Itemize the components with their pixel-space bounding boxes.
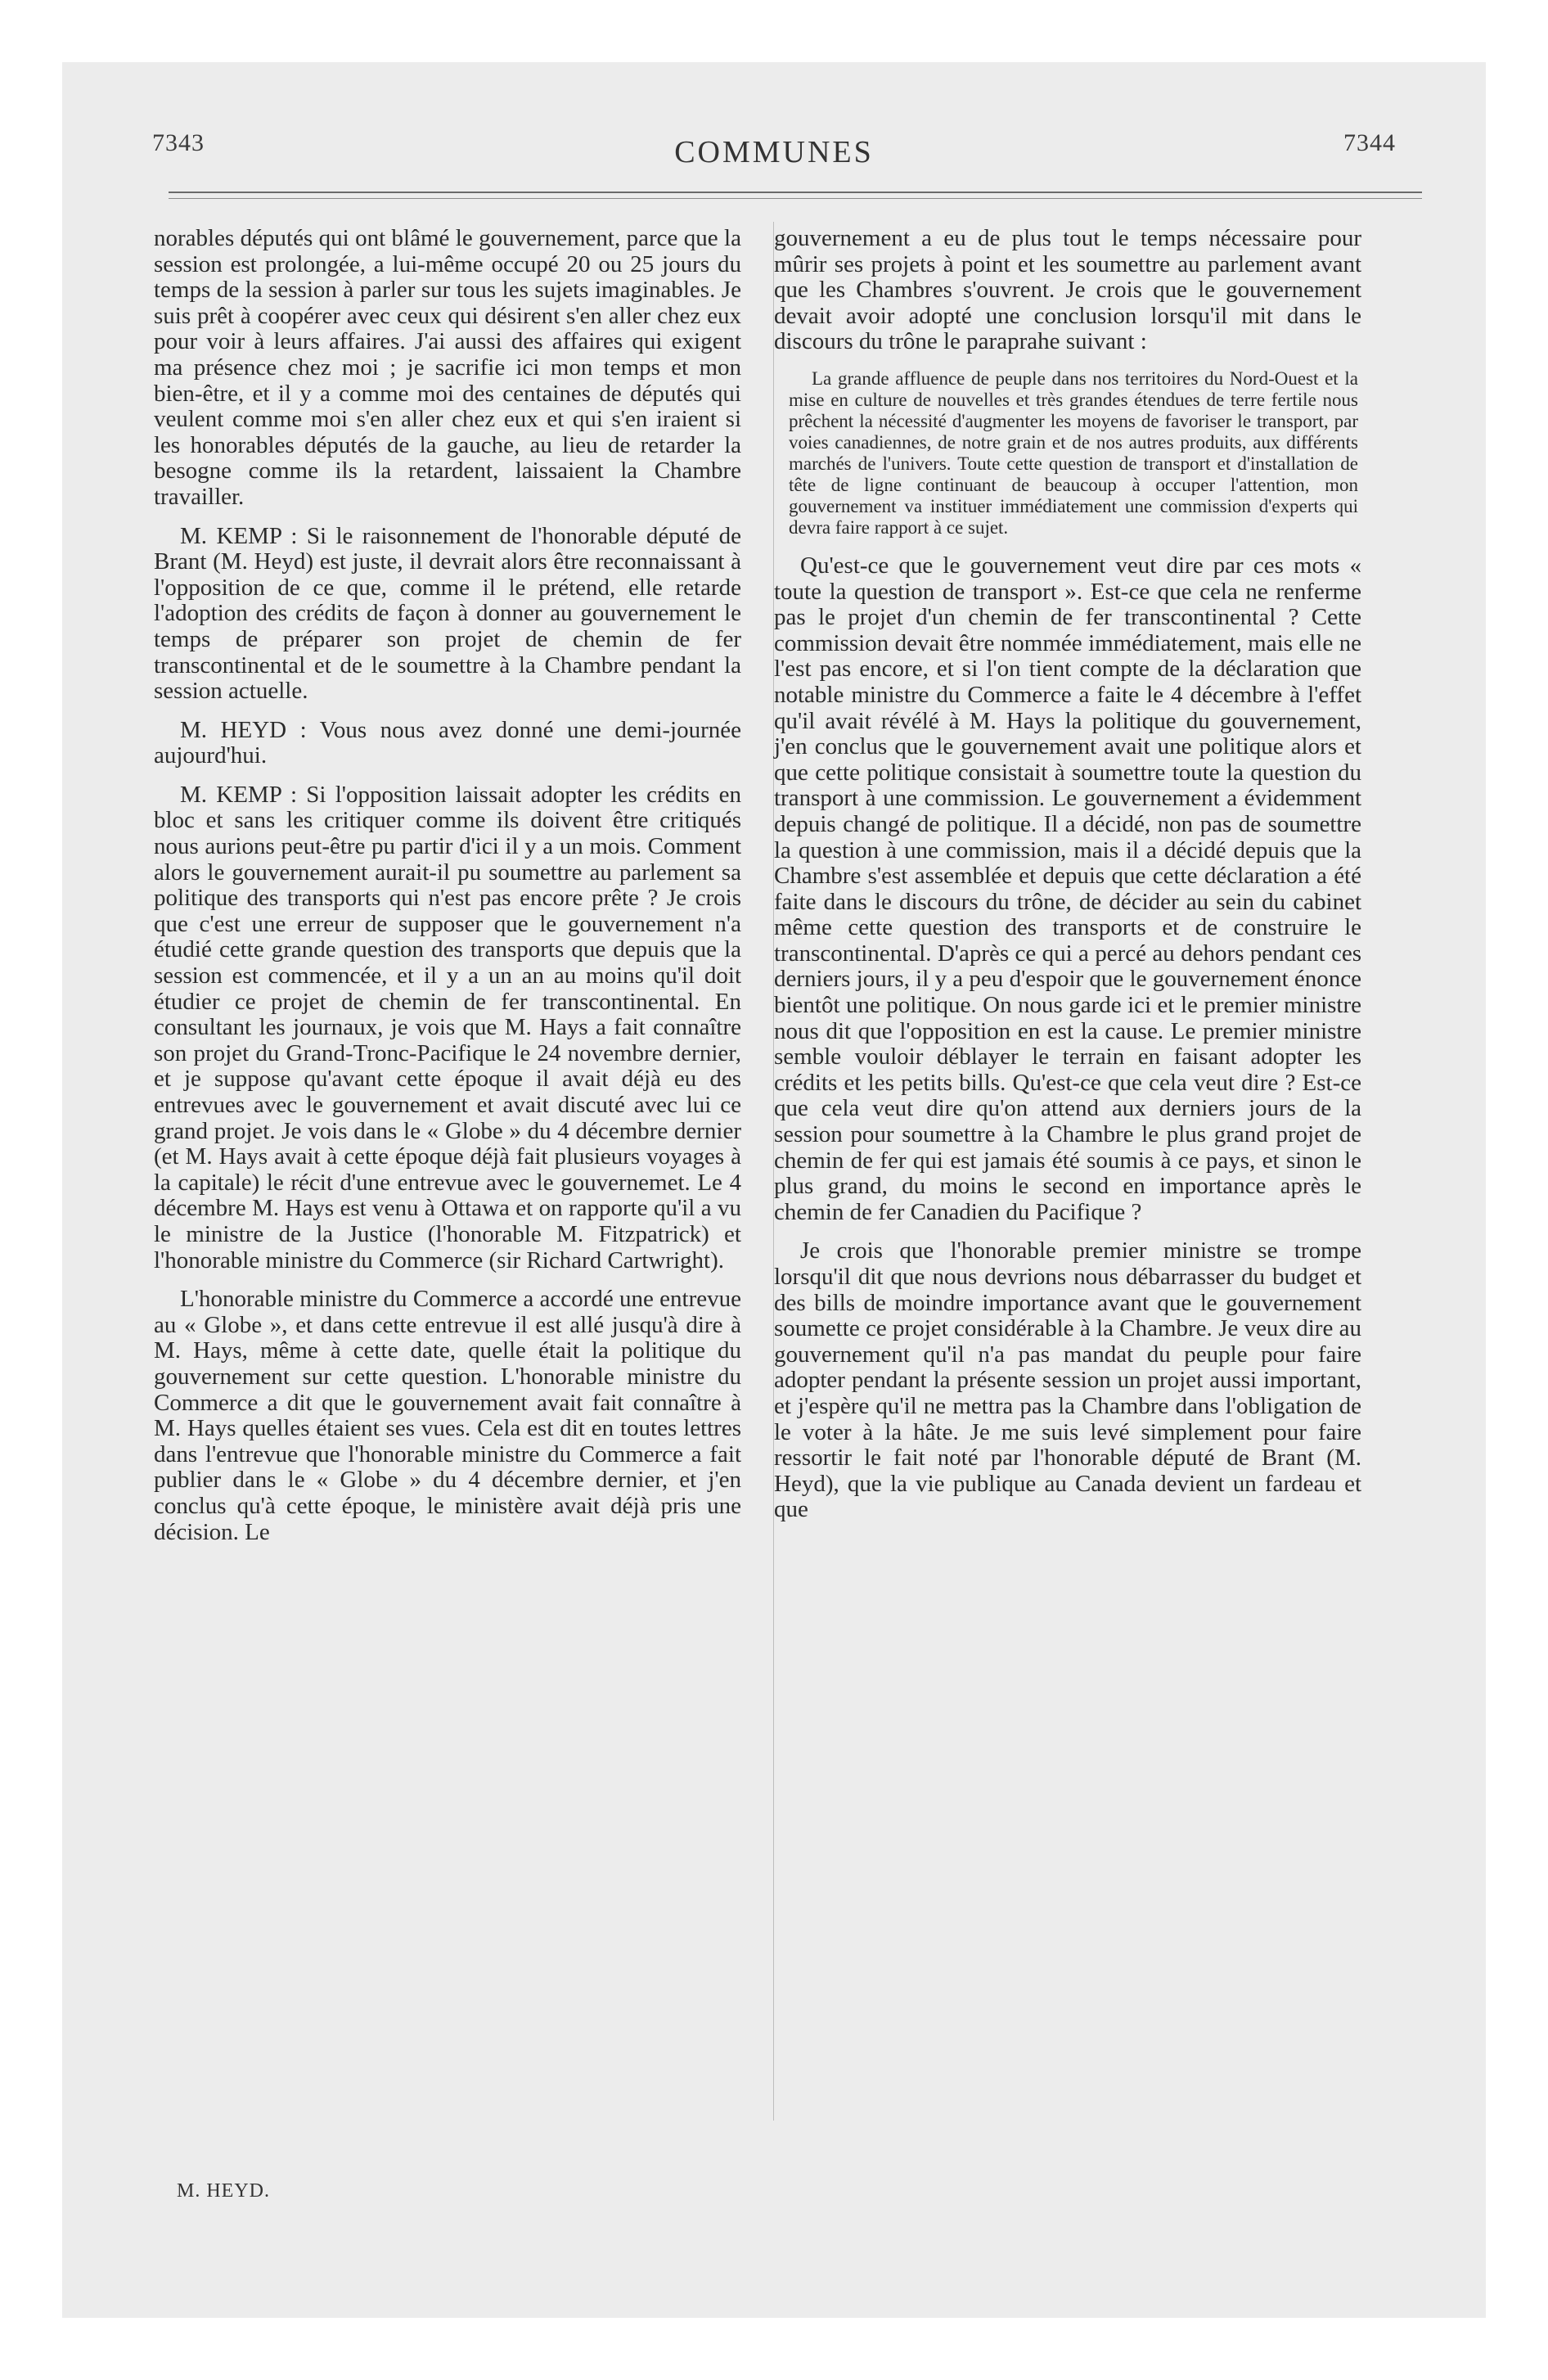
left-column (154, 226, 741, 1558)
scanned-page (62, 62, 1486, 2318)
page-number-left: 7343 (152, 129, 205, 156)
paragraph: gouvernement a eu de plus tout le temps nécessaire pour mûrir ses projets à point et les soumettre au parlement avant que les Chambres s'ouvrent. Je crois que le gouvernement devait avoir adopté une conclusion lorsqu'il mit dans le discours du trône le paraprahe suivant : (774, 225, 1361, 355)
block-quote: La grande affluence de peuple dans nos territoires du Nord-Ouest et la mise en culture de nouvelles et très grandes étendues de terre fertile nous prêchent la nécessité d'augmenter les moyens de favoriser le transport, par voies canadiennes, de notre grain et de nos autres produits, aux différents marchés de l'univers. Toute cette question de transport et d'installation de tête de ligne continuant de beaucoup à occuper l'attention, mon gouvernement va instituer immédiatement une commission d'experts qui devra faire rapport à ce sujet. (789, 367, 1358, 538)
header-rule-thin (169, 198, 1422, 199)
paragraph: M. HEYD : Vous nous avez donné une demi-journée aujourd'hui. (154, 716, 741, 769)
paragraph: norables députés qui ont blâmé le gouvernement, parce que la session est prolongée, a lui-même occupé 20 ou 25 jours du temps de la session à parler sur tous les sujets imaginables. Je suis prêt à coopérer avec ceux qui désirent s'en aller chez eux pour voir à leurs affaires. J'ai aussi des affaires qui exigent ma présence chez moi ; je sacrifie ici mon temps et mon bien-être, et il y a comme moi des centaines de députés qui veulent comme moi s'en aller chez eux et qui s'en iraient si les honorables députés de la gauche, au lieu de retarder la besogne comme ils la retardent, laissaient la Chambre travailler. (154, 225, 741, 510)
paragraph: L'honorable ministre du Commerce a accordé une entrevue au « Globe », et dans cette entrevue il est allé jusqu'à dire à M. Hays, même à cette date, quelle était la politique du gouvernement sur cette question. L'honorable ministre du Commerce a dit que le gouvernement avait fait connaître à M. Hays quelles étaient ses vues. Cela est dit en toutes lettres dans l'entrevue que l'honorable ministre du Commerce a fait publier dans le « Globe » du 4 décembre dernier, et j'en conclus qu'à cette époque, le ministère avait déjà pris une décision. Le (154, 1286, 741, 1545)
paragraph: Je crois que l'honorable premier ministre se trompe lorsqu'il dit que nous devrions nous débarrasser du budget et des bills de moindre importance avant que le gouvernement soumette ce projet considérable à la Chambre. Je veux dire au gouvernement qu'il n'a pas mandat du peuple pour faire adopter pendant la présente session un projet aussi important, et j'espère qu'il ne mettra pas la Chambre dans l'obligation de le voter à la hâte. Je me suis levé simplement pour faire ressortir le fait noté par l'honorable député de Brant (M. Heyd), que la vie publique au Canada devient un fardeau et que (774, 1237, 1361, 1523)
right-column (774, 226, 1361, 1536)
paragraph: M. KEMP : Si le raisonnement de l'honorable député de Brant (M. Heyd) est juste, il devrait alors être reconnaissant à l'opposition de ce que, comme il le prétend, elle retarde l'adoption des crédits de façon à donner au gouvernement le temps de préparer son projet de chemin de fer transcontinental et de le soumettre à la Chambre pendant la session actuelle. (154, 522, 741, 705)
paragraph: Qu'est-ce que le gouvernement veut dire par ces mots « toute la question de transport ». Est-ce que cela ne renferme pas le projet d'un chemin de fer transcontinental ? Cette commission devait être nommée immédiatement, mais elle ne l'est pas encore, et si l'on tient compte de la déclaration que notable ministre du Commerce a faite le 4 décembre à l'effet qu'il avait révélé à M. Hays la politique du gouvernement, j'en conclus que le gouvernement avait une politique alors et que cette politique consistait à soumettre toute la question du transport à une commission. Le gouvernement a évidemment depuis changé de politique. Il a décidé, non pas de soumettre la question à une commission, mais il a décidé depuis que la Chambre s'est assemblée et depuis que cette déclaration a été faite dans le discours du trône, de décider au sein du cabinet même cette question des transports et de construire le transcontinental. D'après ce qui a percé au dehors pendant ces derniers jours, il y a peu d'espoir que le gouvernement énonce bientôt une politique. On nous garde ici et le premier ministre nous dit que l'opposition en est la cause. Le premier ministre semble vouloir déblayer le terrain en faisant adopter les crédits et les petits bills. Qu'est-ce que cela veut dire ? Est-ce que cela veut dire qu'on attend aux derniers jours de la session pour soumettre à la Chambre le plus grand projet de chemin de fer qui est jamais été soumis à ce pays, et sinon le plus grand, du moins le second en importance après le chemin de fer Canadien du Pacifique ? (774, 552, 1361, 1225)
running-head: COMMUNES (674, 135, 874, 169)
header-rule (169, 192, 1422, 193)
paragraph: M. KEMP : Si l'opposition laissait adopter les crédits en bloc et sans les critiquer comme ils doivent être critiqués nous aurions peut-être pu partir d'ici il y a un mois. Comment alors le gouvernement aurait-il pu soumettre au parlement sa politique des transports qui n'est pas encore prête ? Je crois que c'est une erreur de supposer que le gouvernement n'a étudié cette grande question des transports que depuis que la session est commencée, et il y a un an au moins qu'il doit étudier ce projet de chemin de fer transcontinental. En consultant les journaux, je vois que M. Hays a fait connaître son projet du Grand-Tronc-Pacifique le 24 novembre dernier, et je suppose qu'avant cette époque il avait déjà eu des entrevues avec le gouvernement et avait discuté avec lui ce grand projet. Je vois dans le « Globe » du 4 décembre dernier (et M. Hays avait à cette époque déjà fait plusieurs voyages à la capitale) le récit d'une entrevue avec le gouvernemet. Le 4 décembre M. Hays est venu à Ottawa et on rapporte qu'il a vu le ministre de la Justice (l'honorable M. Fitzpatrick) et l'honorable ministre du Commerce (sir Richard Cartwright). (154, 781, 741, 1273)
catchword: M. HEYD. (177, 2180, 270, 2202)
page-number-right: 7344 (1343, 129, 1396, 156)
